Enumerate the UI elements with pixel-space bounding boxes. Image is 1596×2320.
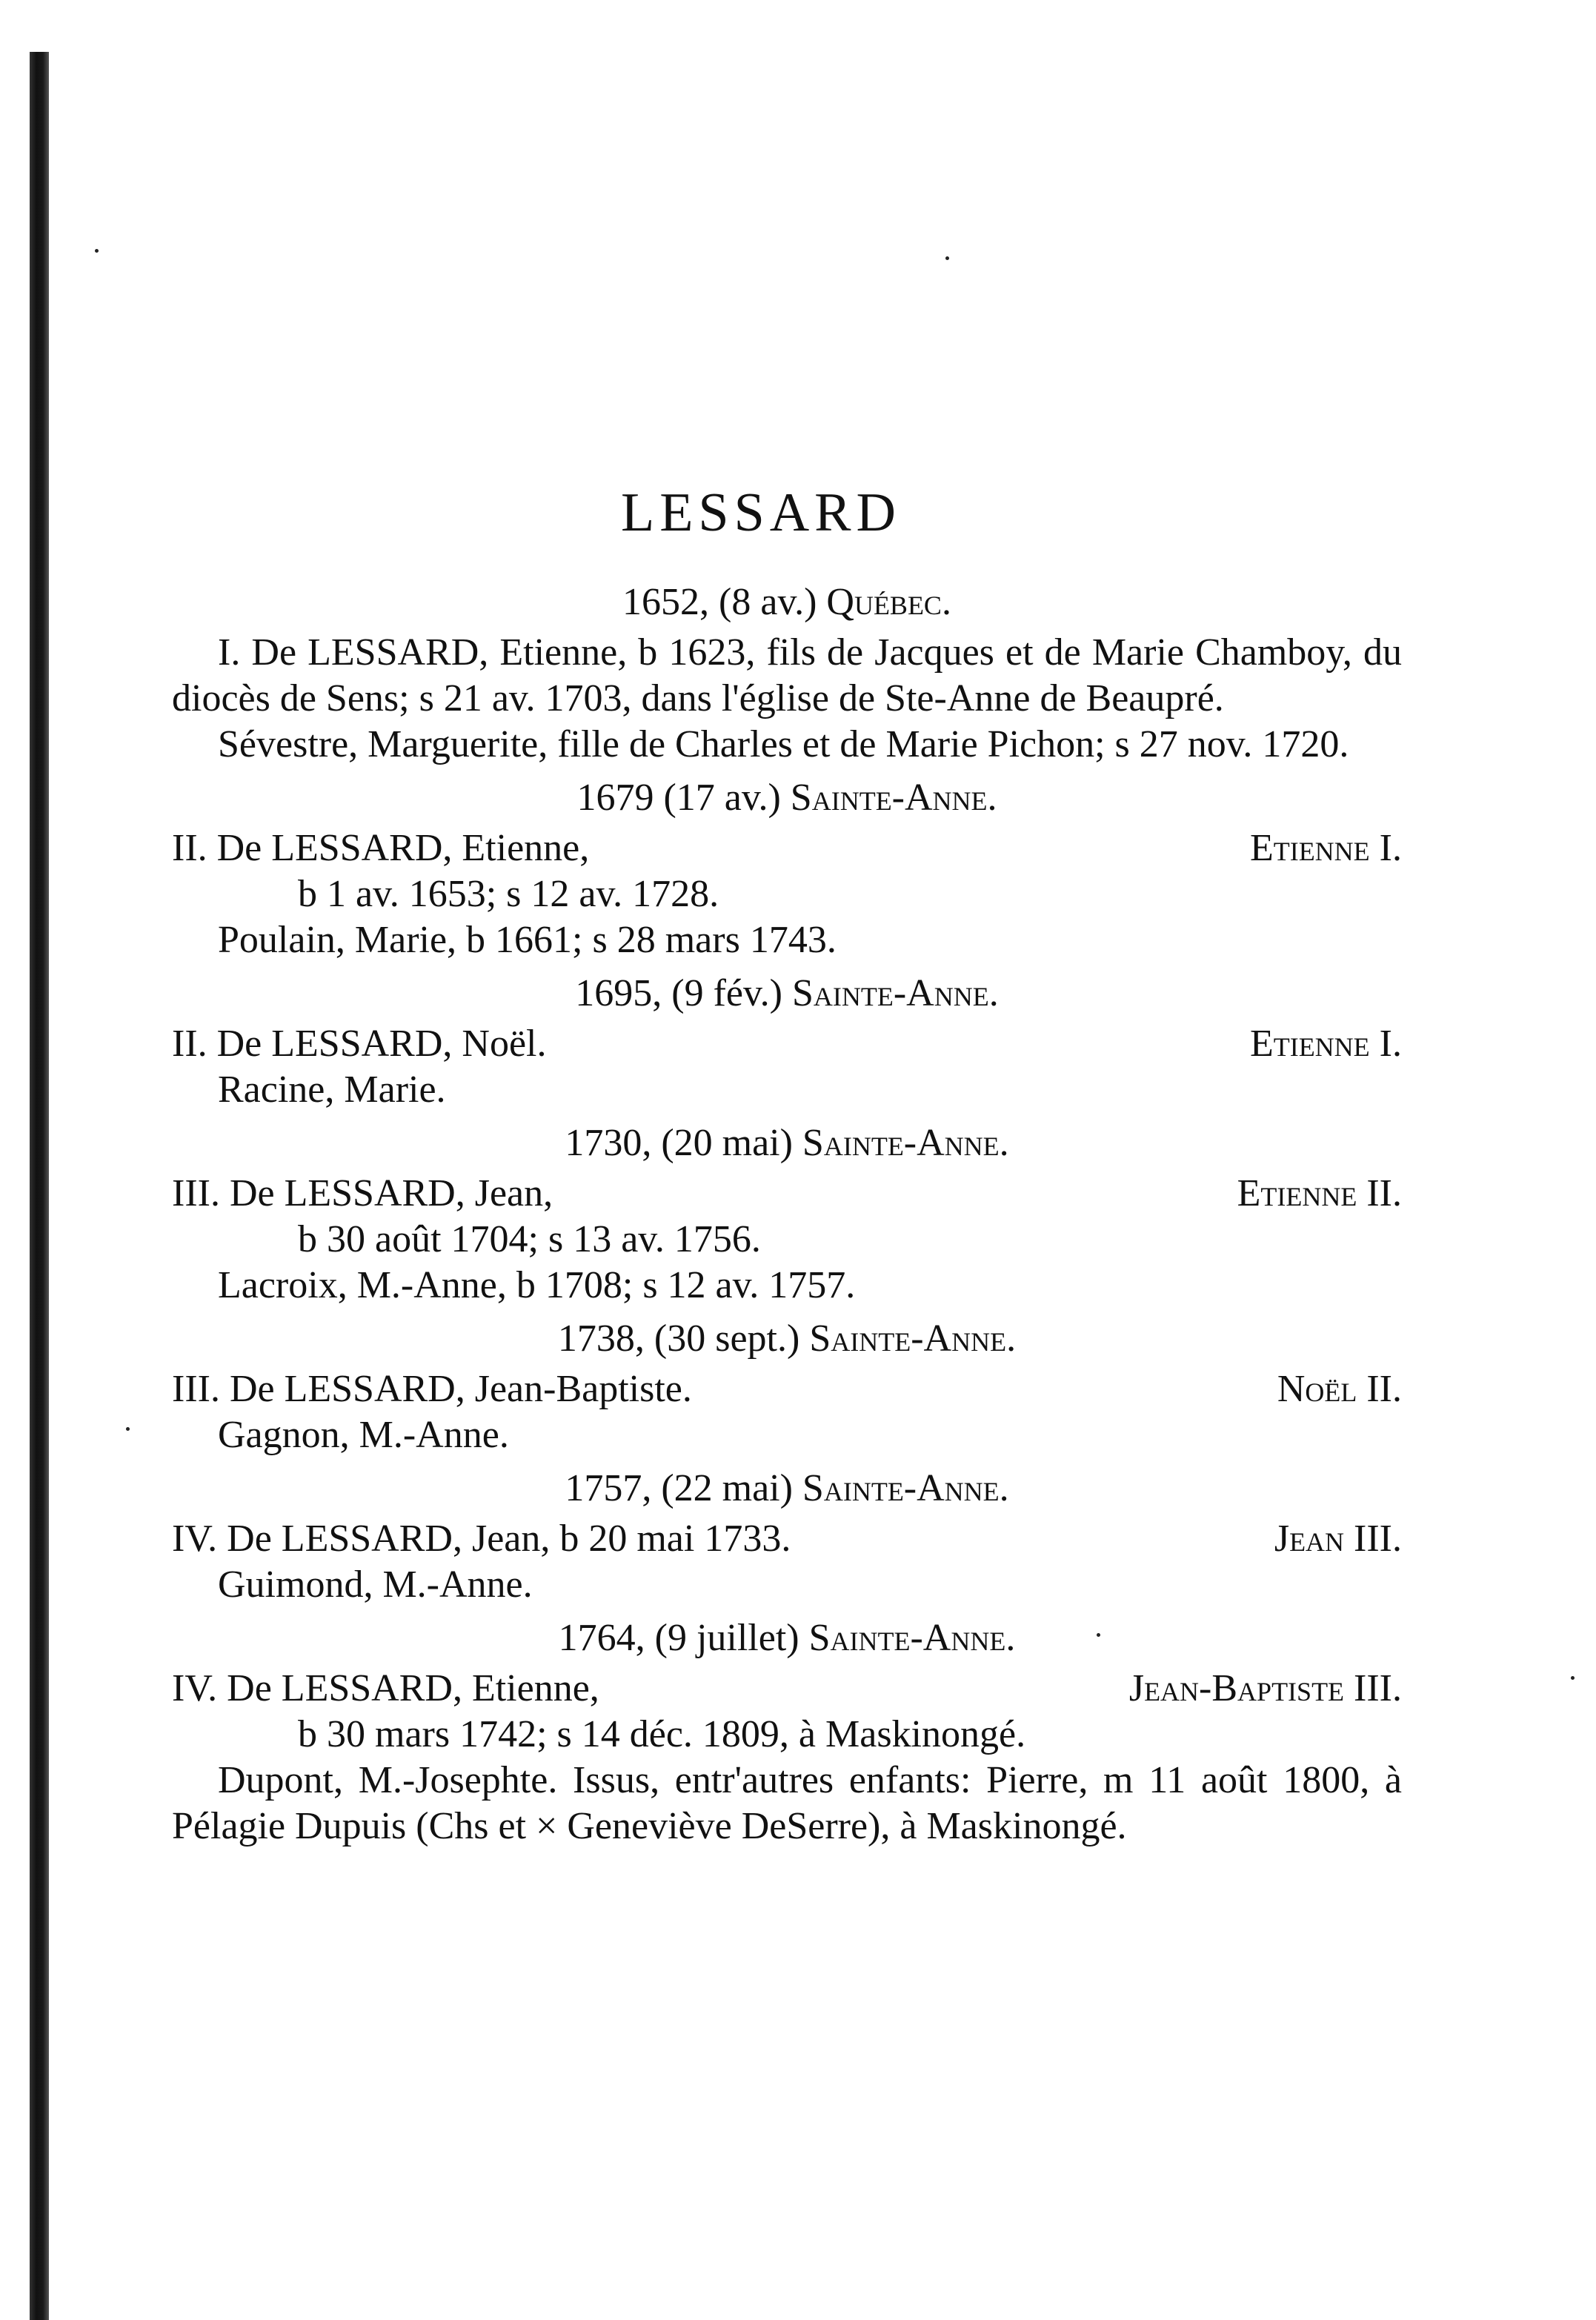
marriage-place: Sainte-Anne.	[802, 1467, 1009, 1509]
page-binding-edge	[30, 52, 49, 2320]
marriage-header	[172, 1316, 1402, 1362]
marriage-place: Sainte-Anne.	[809, 1317, 1017, 1360]
marriage-year: 1695,	[575, 972, 662, 1014]
marriage-entry	[172, 1466, 1402, 1608]
husband-name: II. De LESSARD, Noël.	[172, 1023, 547, 1065]
husband-line	[172, 825, 1402, 871]
father-reference: Etienne I.	[1249, 827, 1402, 869]
marriage-header	[172, 1466, 1402, 1512]
wife-paragraph: Dupont, M.-Josephte. Issus, entr'autres enfants: Pierre, m 11 août 1800, à Pélagie Dupuis (Chs et × Geneviève DeSerre), à Maskinongé.	[172, 1759, 1402, 1847]
husband-name: III. De LESSARD, Jean-Baptiste.	[172, 1368, 692, 1410]
print-speck	[1571, 1676, 1575, 1680]
marriage-year: 1652,	[622, 581, 710, 623]
marriage-date: (30 sept.)	[654, 1317, 800, 1360]
marriage-entry	[172, 1615, 1402, 1849]
husband-dates: b 1 av. 1653; s 12 av. 1728.	[298, 873, 719, 915]
marriage-place: Sainte-Anne.	[802, 1122, 1009, 1164]
marriage-entry	[172, 1120, 1402, 1309]
genealogy-entries	[172, 579, 1402, 1857]
marriage-entry	[172, 579, 1402, 768]
marriage-entry	[172, 971, 1402, 1113]
father-reference: Noël II.	[1277, 1368, 1402, 1410]
wife-paragraph: Sévestre, Marguerite, fille de Charles et de Marie Pichon; s 27 nov. 1720.	[218, 723, 1349, 765]
marriage-year: 1738,	[557, 1317, 645, 1360]
marriage-entry	[172, 775, 1402, 963]
husband-line	[172, 1021, 1402, 1067]
husband-name: IV. De LESSARD, Etienne,	[172, 1667, 599, 1709]
father-reference: Jean-Baptiste III.	[1128, 1667, 1402, 1709]
husband-line	[172, 1171, 1402, 1217]
marriage-date: (22 mai)	[661, 1467, 793, 1509]
print-speck	[945, 256, 949, 260]
husband-line	[172, 1366, 1402, 1412]
marriage-date: (17 av.)	[663, 777, 781, 819]
marriage-entry	[172, 1316, 1402, 1458]
marriage-place: Sainte-Anne.	[790, 777, 997, 819]
wife-line: Guimond, M.-Anne.	[218, 1563, 533, 1606]
marriage-place: Sainte-Anne.	[791, 972, 999, 1014]
wife-line: Gagnon, M.-Anne.	[218, 1414, 509, 1456]
print-speck	[95, 249, 99, 253]
marriage-date: (9 juillet)	[654, 1617, 799, 1659]
father-reference: Etienne II.	[1237, 1172, 1402, 1214]
wife-line: Lacroix, M.-Anne, b 1708; s 12 av. 1757.	[218, 1264, 856, 1306]
marriage-place: Québec.	[826, 581, 951, 623]
marriage-year: 1757,	[565, 1467, 652, 1509]
wife-line: Poulain, Marie, b 1661; s 28 mars 1743.	[218, 919, 837, 961]
father-reference: Etienne I.	[1249, 1023, 1402, 1065]
marriage-date: (20 mai)	[661, 1122, 793, 1164]
page-title: LESSARD	[621, 482, 901, 543]
husband-name: IV. De LESSARD, Jean, b 20 mai 1733.	[172, 1518, 791, 1560]
marriage-header	[172, 775, 1402, 821]
husband-name: III. De LESSARD, Jean,	[172, 1172, 553, 1214]
marriage-header	[172, 1120, 1402, 1166]
father-reference: Jean III.	[1274, 1518, 1402, 1560]
wife-line: Racine, Marie.	[218, 1068, 446, 1111]
husband-dates: b 30 août 1704; s 13 av. 1756.	[298, 1218, 761, 1260]
print-speck	[126, 1427, 130, 1431]
marriage-year: 1730,	[565, 1122, 652, 1164]
husband-line	[172, 1666, 1402, 1712]
marriage-date: (9 fév.)	[671, 972, 782, 1014]
marriage-date: (8 av.)	[719, 581, 817, 623]
husband-dates: b 30 mars 1742; s 14 déc. 1809, à Maskinongé.	[298, 1713, 1026, 1755]
marriage-header	[172, 971, 1402, 1017]
marriage-place: Sainte-Anne.	[808, 1617, 1016, 1659]
husband-name: II. De LESSARD, Etienne,	[172, 827, 590, 869]
marriage-header	[172, 1615, 1402, 1661]
husband-line	[172, 1516, 1402, 1562]
marriage-year: 1679	[576, 777, 654, 819]
husband-paragraph: I. De LESSARD, Etienne, b 1623, fils de Jacques et de Marie Chamboy, du diocès de Sens; s 21 av. 1703, dans l'église de Ste-Anne de Beaupré.	[172, 631, 1402, 719]
marriage-header	[172, 579, 1402, 625]
marriage-year: 1764,	[558, 1617, 645, 1659]
